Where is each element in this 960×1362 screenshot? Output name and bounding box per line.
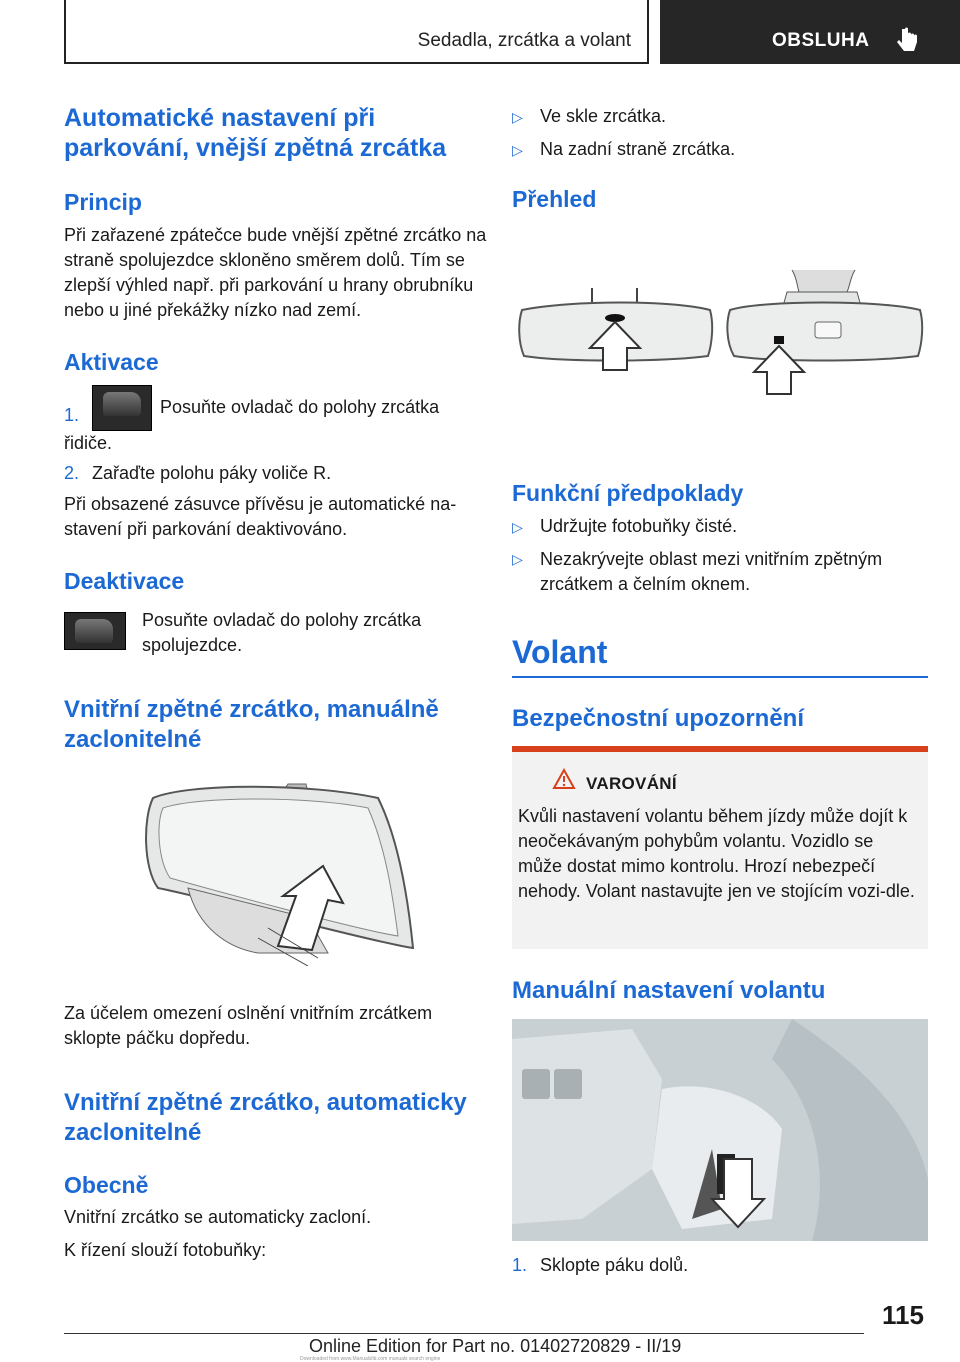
photocell-bullet-1 xyxy=(512,104,666,130)
steering-lever-illustration xyxy=(512,1019,928,1241)
photocell-overview-illustration xyxy=(512,262,928,410)
heading-volant: Volant xyxy=(512,634,608,670)
aktivace-note: Při obsazené zásuvce přívěsu je automatické na-stavení při parkování deaktivováno. xyxy=(64,494,457,539)
header-box xyxy=(64,0,649,64)
footer-divider xyxy=(64,1333,864,1334)
bullet-text: Nezakrývejte oblast mezi vnitřním zpětným zrcátkem a čelním oknem. xyxy=(540,549,883,594)
warning-title: VAROVÁNÍ xyxy=(586,774,677,793)
heading-princip: Princip xyxy=(64,189,142,215)
deaktivace-text: Posuňte ovladač do polohy zrcátka spolujezdce. xyxy=(142,610,422,655)
aktivace-step-2 xyxy=(64,461,331,486)
triangle-bullet-icon: ▷ xyxy=(512,551,523,567)
heading-auto-mirror: Vnitřní zpětné zrcátko, automaticky zaclonitelné xyxy=(64,1089,467,1146)
step-number: 1. xyxy=(512,1255,528,1275)
triangle-bullet-icon: ▷ xyxy=(512,519,523,535)
triangle-bullet-icon: ▷ xyxy=(512,109,523,125)
step-number: 1. xyxy=(64,405,80,425)
mirror-switch-icon xyxy=(92,385,152,431)
warning-triangle-icon xyxy=(552,768,576,795)
requirement-1 xyxy=(512,514,737,540)
heading-prehled: Přehled xyxy=(512,186,597,212)
section-divider xyxy=(512,676,928,678)
step-text: Posuňte ovladač do polohy zrcátka řidiče. xyxy=(64,396,440,453)
edition-text: Online Edition for Part no. 01402720829 - II/19 xyxy=(309,1336,682,1356)
heading-bezpecnostni: Bezpečnostní upozornění xyxy=(512,705,805,732)
hand-pointer-icon xyxy=(896,27,920,60)
manual-mirror-text: Za účelem omezení oslnění vnitřním zrcátkem sklopte páčku dopředu. xyxy=(64,1003,433,1048)
triangle-bullet-icon: ▷ xyxy=(512,142,523,158)
tab-label: OBSLUHA xyxy=(772,30,870,51)
heading-manual-volant: Manuální nastavení volantu xyxy=(512,977,826,1004)
aktivace-step-1 xyxy=(64,385,484,456)
bullet-text: Udržujte fotobuňky čisté. xyxy=(540,516,738,536)
heading-manual-mirror: Vnitřní zpětné zrcátko, manuálně zaclonitelné xyxy=(64,696,439,753)
warning-box xyxy=(512,746,928,949)
mirror-switch-icon xyxy=(64,612,126,650)
step-number: 2. xyxy=(64,463,80,483)
photocell-bullet-2 xyxy=(512,137,735,163)
steering-step-1 xyxy=(512,1253,688,1278)
heading-deaktivace: Deaktivace xyxy=(64,568,185,594)
warning-bar xyxy=(512,746,928,752)
obecne-text-2: K řízení slouží fotobuňky: xyxy=(64,1240,267,1260)
heading-funkcni: Funkční předpoklady xyxy=(512,480,744,506)
manual-mirror-illustration xyxy=(128,778,418,966)
section-title: Sedadla, zrcátka a volant xyxy=(417,30,631,51)
heading-auto-parking: Automatické nastavení při parkování, vnější zpětná zrcátka xyxy=(64,104,447,162)
princip-text: Při zařazené zpátečce bude vnější zpětné zrcátko na straně spolujezdce skloněno směrem dolů. Tím se zlepší výhled např. při parkování u hrany obrubníku nebo u jiné překážky nízko nad zemí. xyxy=(64,225,487,320)
heading-obecne: Obecně xyxy=(64,1172,149,1198)
step-text: Zařaďte polohu páky voliče R. xyxy=(92,463,332,483)
watermark-text: Downloaded from www.Manualslib.com manuals search engine xyxy=(300,1356,441,1362)
warning-text: Kvůli nastavení volantu během jízdy může dojít k neočekávaným pohybům volantu. Vozidlo se může dostat mimo kontrolu. Hrozí nebezpečí nehody. Volant nastavujte jen ve stojícím vozi-dle. xyxy=(518,806,915,901)
heading-aktivace: Aktivace xyxy=(64,349,159,375)
header-tab[interactable] xyxy=(660,0,960,64)
requirement-2 xyxy=(512,547,928,597)
bullet-text: Na zadní straně zrcátka. xyxy=(540,139,736,159)
bullet-text: Ve skle zrcátka. xyxy=(540,106,667,126)
obecne-text: Vnitřní zrcátko se automaticky zacloní. xyxy=(64,1207,372,1227)
step-text: Sklopte páku dolů. xyxy=(540,1255,689,1275)
page-number: 115 xyxy=(882,1300,924,1330)
